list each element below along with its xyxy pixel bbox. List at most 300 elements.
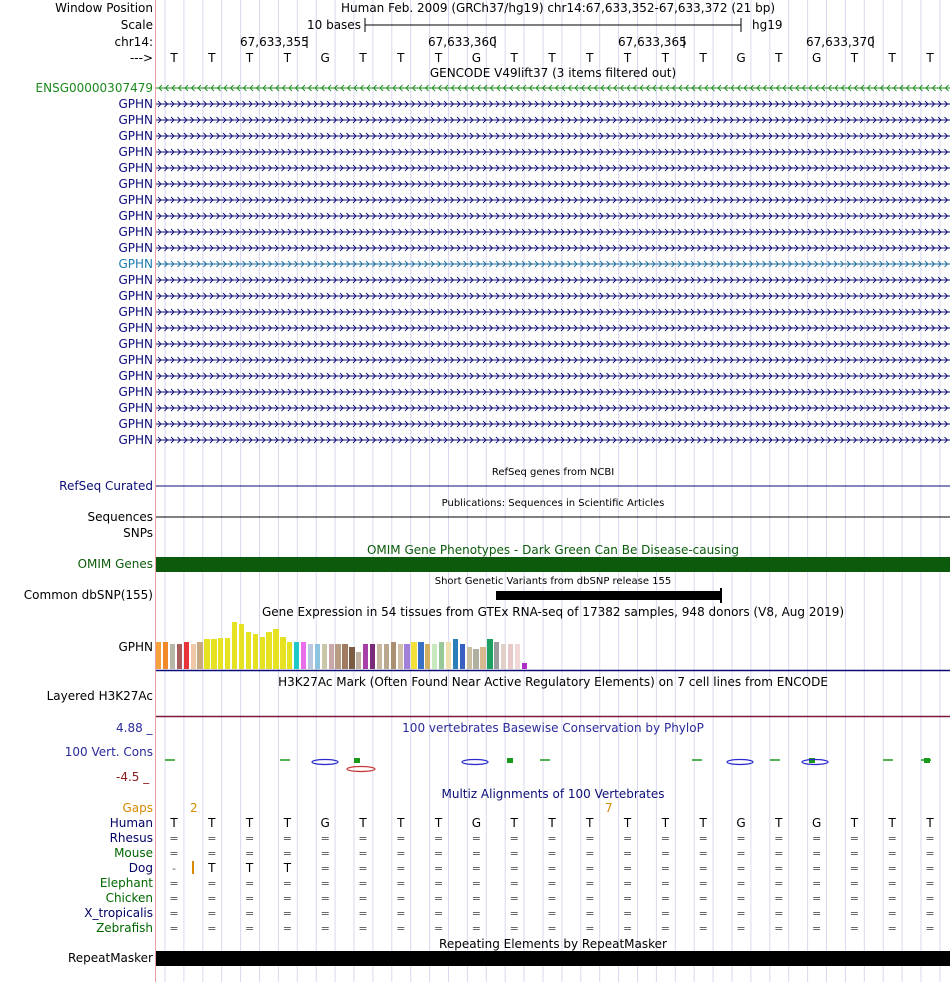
sequence-base: T xyxy=(775,51,783,65)
alignment-match: = xyxy=(471,892,481,905)
alignment-match: = xyxy=(358,862,368,875)
omim-label[interactable]: OMIM Genes xyxy=(77,557,153,571)
alignment-match: = xyxy=(811,832,822,845)
alignment-match: = xyxy=(282,892,292,905)
alignment-match: = xyxy=(433,877,444,890)
alignment-match: = xyxy=(547,862,557,875)
alignment-match: = xyxy=(774,892,784,905)
alignment-match: = xyxy=(547,832,557,845)
aligned-base: T xyxy=(926,816,934,830)
gtex-tissue-bar[interactable] xyxy=(432,644,437,669)
aligned-base: T xyxy=(359,816,367,830)
alignment-match: = xyxy=(169,847,179,860)
gtex-tissue-bar[interactable] xyxy=(322,644,327,669)
aligned-base: G xyxy=(320,816,330,830)
alignment-match: = xyxy=(622,907,633,920)
alignment-match: = xyxy=(509,907,519,920)
aligned-base: T xyxy=(586,816,594,830)
alignment-match: = xyxy=(471,847,481,860)
alignment-match: = xyxy=(471,877,481,890)
gtex-tissue-bar[interactable] xyxy=(453,639,458,669)
gtex-tissue-bar[interactable] xyxy=(508,644,513,669)
gene-label[interactable]: GPHN xyxy=(118,305,153,319)
alignment-match: = xyxy=(622,862,633,875)
alignment-match: = xyxy=(849,862,859,875)
alignment-match: = xyxy=(736,862,746,875)
species-label[interactable]: Elephant xyxy=(99,876,153,890)
species-label[interactable]: Human xyxy=(109,816,153,830)
phylop-logo xyxy=(462,760,488,765)
species-label[interactable]: Zebrafish xyxy=(96,921,153,935)
alignment-match: = xyxy=(244,907,255,920)
gene-label[interactable]: GPHN xyxy=(118,337,153,351)
alignment-match: = xyxy=(244,847,255,860)
gtex-tissue-bar[interactable] xyxy=(349,647,354,670)
repeatmasker-label[interactable]: RepeatMasker xyxy=(67,951,153,965)
gene-label[interactable]: GPHN xyxy=(118,97,153,111)
alignment-match: = xyxy=(169,877,179,890)
alignment-match: = xyxy=(925,922,935,935)
sequence-base: T xyxy=(850,51,859,65)
alignment-match: = xyxy=(169,922,179,935)
alignment-match: = xyxy=(433,832,444,845)
gtex-tissue-bar[interactable] xyxy=(342,644,347,669)
alignment-match: = xyxy=(736,907,746,920)
alignment-match: = xyxy=(547,877,557,890)
chrom-label: chr14: xyxy=(114,35,153,49)
alignment-match: = xyxy=(320,832,330,845)
alignment-match: = xyxy=(774,877,784,890)
alignment-match: = xyxy=(320,907,330,920)
gene-label[interactable]: GPHN xyxy=(118,241,153,255)
alignment-match: = xyxy=(887,907,897,920)
alignment-match: = xyxy=(774,832,784,845)
alignment-match: = xyxy=(585,847,595,860)
phylop-logo xyxy=(347,767,375,772)
alignment-match: = xyxy=(547,907,557,920)
gtex-tissue-bar[interactable] xyxy=(260,637,265,670)
repeatmasker-feature[interactable] xyxy=(156,951,950,966)
aligned-base: T xyxy=(850,816,859,830)
alignment-match: = xyxy=(433,847,444,860)
strand-label: ---> xyxy=(129,51,153,65)
alignment-match: = xyxy=(698,832,708,845)
gene-label[interactable]: GPHN xyxy=(118,113,153,127)
alignment-match: = xyxy=(547,847,557,860)
sequence-base: G xyxy=(471,51,482,65)
alignment-match: = xyxy=(774,847,784,860)
gtex-tissue-bar[interactable] xyxy=(391,642,396,670)
alignment-match: = xyxy=(396,877,406,890)
gtex-tissue-bar[interactable] xyxy=(301,642,306,670)
gtex-tissue-bar[interactable] xyxy=(280,637,285,670)
alignment-match: = xyxy=(396,847,406,860)
gtex-tissue-bar[interactable] xyxy=(239,624,244,669)
alignment-match: = xyxy=(811,922,822,935)
gene-label[interactable]: GPHN xyxy=(118,129,153,143)
h3k27ac-title[interactable]: H3K27Ac Mark (Often Found Near Active Regulatory Elements) on 7 cell lines from ENCODE xyxy=(278,675,828,689)
sequence-base: T xyxy=(359,51,367,65)
gene-label[interactable]: GPHN xyxy=(118,273,153,287)
phylop-mark xyxy=(924,758,930,763)
phylop-title[interactable]: 100 vertebrates Basewise Conservation by PhyloP xyxy=(402,721,704,735)
refseq-title[interactable]: RefSeq genes from NCBI xyxy=(491,467,615,478)
alignment-match: = xyxy=(925,907,935,920)
publications-title[interactable]: Publications: Sequences in Scientific Articles xyxy=(441,498,665,509)
alignment-match: = xyxy=(585,892,595,905)
gtex-tissue-bar[interactable] xyxy=(204,639,209,669)
alignment-match: = xyxy=(509,922,519,935)
alignment-match: = xyxy=(396,832,406,845)
alignment-match: = xyxy=(358,907,368,920)
alignment-match: = xyxy=(244,877,255,890)
aligned-base: G xyxy=(736,816,746,830)
gtex-title[interactable]: Gene Expression in 54 tissues from GTEx RNA-seq of 17382 samples, 948 donors (V8, Aug 2019) xyxy=(261,605,845,619)
scale-label: Scale xyxy=(120,18,153,32)
gene-label[interactable]: GPHN xyxy=(118,321,153,335)
gene-label[interactable]: GPHN xyxy=(118,177,153,191)
alignment-match: = xyxy=(887,922,897,935)
phylop-mark xyxy=(354,758,360,763)
alignment-match: = xyxy=(736,892,746,905)
gap-count: 2 xyxy=(190,801,198,815)
alignment-match: = xyxy=(849,877,859,890)
sequence-base: T xyxy=(661,51,670,65)
sequence-base: G xyxy=(320,51,330,65)
gene-label[interactable]: GPHN xyxy=(118,145,153,159)
omim-title[interactable]: OMIM Gene Phenotypes - Dark Green Can Be Disease-causing xyxy=(366,543,740,557)
alignment-match: = xyxy=(811,877,822,890)
sequence-base: T xyxy=(208,51,216,65)
snps-label[interactable]: SNPs xyxy=(123,526,153,540)
gene-label[interactable]: GPHN xyxy=(118,417,153,431)
gtex-tissue-bar[interactable] xyxy=(177,644,182,669)
alignment-match: = xyxy=(207,907,217,920)
alignment-match: = xyxy=(660,862,670,875)
gtex-tissue-bar[interactable] xyxy=(377,644,382,669)
species-label[interactable]: Chicken xyxy=(105,891,153,905)
alignment-match: = xyxy=(660,892,670,905)
alignment-match: = xyxy=(358,877,368,890)
aligned-base: T xyxy=(699,816,707,830)
gene-label[interactable]: GPHN xyxy=(118,289,153,303)
alignment-match: = xyxy=(660,847,670,860)
gtex-tissue-bar[interactable] xyxy=(184,642,189,670)
gtex-tissue-bar[interactable] xyxy=(156,642,161,670)
alignment-match: = xyxy=(433,862,444,875)
alignment-match: = xyxy=(622,877,633,890)
alignment-match: = xyxy=(207,877,217,890)
gtex-tissue-bar[interactable] xyxy=(363,644,368,669)
gene-label[interactable]: GPHN xyxy=(118,209,153,223)
gtex-tissue-bar[interactable] xyxy=(335,644,340,669)
alignment-match: = xyxy=(849,907,859,920)
omim-feature[interactable] xyxy=(156,557,950,572)
gtex-tissue-bar[interactable] xyxy=(439,642,444,670)
aligned-base: T xyxy=(434,816,443,830)
aligned-base: G xyxy=(471,816,482,830)
sequence-base: T xyxy=(283,51,292,65)
alignment-match: = xyxy=(585,877,595,890)
gtex-tissue-bar[interactable] xyxy=(163,642,168,670)
alignment-match: = xyxy=(622,922,633,935)
sequence-base: T xyxy=(245,51,254,65)
aligned-base: T xyxy=(548,816,556,830)
alignment-match: = xyxy=(282,832,292,845)
alignment-match: = xyxy=(887,862,897,875)
gene-label[interactable]: GPHN xyxy=(118,401,153,415)
alignment-match: = xyxy=(509,892,519,905)
gtex-tissue-bar[interactable] xyxy=(473,649,478,669)
alignment-match: = xyxy=(849,922,859,935)
alignment-match: = xyxy=(396,862,406,875)
alignment-match: = xyxy=(244,922,255,935)
gtex-tissue-bar[interactable] xyxy=(460,644,465,669)
alignment-match: = xyxy=(698,862,708,875)
gtex-tissue-bar[interactable] xyxy=(266,632,271,670)
gtex-tissue-bar[interactable] xyxy=(225,638,230,669)
gtex-tissue-bar[interactable] xyxy=(480,647,485,670)
scale-text: 10 bases xyxy=(307,18,361,32)
coord-label: 67,633,370 xyxy=(806,35,875,49)
alignment-match: = xyxy=(207,922,217,935)
gtex-tissue-bar[interactable] xyxy=(418,642,423,670)
alignment-match: = xyxy=(698,892,708,905)
gene-label[interactable]: GPHN xyxy=(118,369,153,383)
gtex-label[interactable]: GPHN xyxy=(118,640,153,654)
gtex-tissue-bar[interactable] xyxy=(315,644,320,669)
alignment-match: = xyxy=(736,832,746,845)
insertion-marker xyxy=(192,861,194,874)
gtex-tissue-bar[interactable] xyxy=(356,652,361,670)
alignment-match: = xyxy=(585,907,595,920)
alignment-match: = xyxy=(849,832,859,845)
alignment-match: = xyxy=(774,907,784,920)
sequence-base: G xyxy=(811,51,822,65)
alignment-match: = xyxy=(320,847,330,860)
phylop-logo xyxy=(727,760,753,765)
gtex-tissue-bar[interactable] xyxy=(170,644,175,669)
alignment-match: = xyxy=(811,907,822,920)
gene-label[interactable]: GPHN xyxy=(118,161,153,175)
alignment-match: = xyxy=(849,892,859,905)
gene-label[interactable]: GPHN xyxy=(118,257,153,271)
alignment-match: = xyxy=(774,922,784,935)
sequence-base: T xyxy=(926,51,934,65)
alignment-match: = xyxy=(320,892,330,905)
alignment-match: = xyxy=(169,892,179,905)
gtex-tissue-bar[interactable] xyxy=(446,642,451,670)
gtex-tissue-bar[interactable] xyxy=(287,642,292,670)
alignment-match: = xyxy=(660,832,670,845)
gtex-tissue-bar[interactable] xyxy=(501,644,506,669)
alignment-match: = xyxy=(509,877,519,890)
gtex-tissue-bar[interactable] xyxy=(308,644,313,669)
alignment-match: = xyxy=(622,832,633,845)
gtex-tissue-bar[interactable] xyxy=(218,638,223,669)
aligned-base: T xyxy=(888,816,896,830)
gaps-label[interactable]: Gaps xyxy=(122,801,153,815)
alignment-match: = xyxy=(358,922,368,935)
gtex-tissue-bar[interactable] xyxy=(384,644,389,669)
alignment-match: = xyxy=(887,877,897,890)
alignment-match: = xyxy=(698,907,708,920)
aligned-base: T xyxy=(661,816,670,830)
dbsnp-title[interactable]: Short Genetic Variants from dbSNP release 155 xyxy=(434,576,672,587)
coord-label: 67,633,355 xyxy=(240,35,309,49)
alignment-match: = xyxy=(471,922,481,935)
alignment-match: = xyxy=(887,832,897,845)
gtex-tissue-bar[interactable] xyxy=(515,644,520,669)
gtex-tissue-bar[interactable] xyxy=(191,644,196,669)
alignment-match: = xyxy=(736,847,746,860)
alignment-match: = xyxy=(698,922,708,935)
dbsnp-label[interactable]: Common dbSNP(155) xyxy=(23,588,153,602)
alignment-match: = xyxy=(509,832,519,845)
aligned-base: T xyxy=(283,861,292,875)
alignment-match: = xyxy=(660,922,670,935)
gtex-tissue-bar[interactable] xyxy=(329,644,334,669)
gtex-tissue-bar[interactable] xyxy=(253,634,258,669)
gap-count: 7 xyxy=(605,801,613,815)
gencode-title[interactable]: GENCODE V49lift37 (3 items filtered out) xyxy=(429,66,677,80)
alignment-match: = xyxy=(585,832,595,845)
gtex-tissue-bar[interactable] xyxy=(246,632,251,670)
sequence-base: T xyxy=(586,51,594,65)
gtex-tissue-bar[interactable] xyxy=(467,647,472,670)
phylop-max-label: 4.88 _ xyxy=(116,721,153,735)
ensg-label[interactable]: ENSG00000307479 xyxy=(35,81,153,95)
alignment-match: = xyxy=(925,847,935,860)
phylop-min-label: -4.5 _ xyxy=(116,770,150,784)
gtex-tissue-bar[interactable] xyxy=(232,622,237,670)
alignment-match: = xyxy=(547,892,557,905)
alignment-match: = xyxy=(244,892,255,905)
gtex-tissue-bar[interactable] xyxy=(487,639,492,669)
repeatmasker-title[interactable]: Repeating Elements by RepeatMasker xyxy=(439,937,667,951)
gtex-tissue-bar[interactable] xyxy=(273,629,278,669)
alignment-gap: - xyxy=(172,862,176,875)
aligned-base: T xyxy=(245,861,254,875)
sequence-base: T xyxy=(170,51,178,65)
alignment-match: = xyxy=(471,862,481,875)
gtex-tissue-bar[interactable] xyxy=(494,642,499,670)
gtex-tissue-bar[interactable] xyxy=(398,644,403,669)
alignment-match: = xyxy=(925,832,935,845)
sequence-base: T xyxy=(510,51,518,65)
alignment-match: = xyxy=(358,892,368,905)
alignment-match: = xyxy=(433,892,444,905)
refseq-label[interactable]: RefSeq Curated xyxy=(59,479,153,493)
sequence-base: T xyxy=(623,51,632,65)
alignment-match: = xyxy=(736,922,746,935)
gtex-tissue-bar[interactable] xyxy=(522,663,527,669)
alignment-match: = xyxy=(244,832,255,845)
phylop-mark xyxy=(507,758,513,763)
species-label[interactable]: Mouse xyxy=(114,846,153,860)
multiz-title[interactable]: Multiz Alignments of 100 Vertebrates xyxy=(441,787,665,801)
aligned-base: T xyxy=(245,816,254,830)
alignment-match: = xyxy=(207,832,217,845)
alignment-match: = xyxy=(207,847,217,860)
position-text[interactable]: Human Feb. 2009 (GRCh37/hg19) chr14:67,633,352-67,633,372 (21 bp) xyxy=(341,1,776,15)
species-label[interactable]: Rhesus xyxy=(109,831,153,845)
alignment-match: = xyxy=(433,922,444,935)
aligned-base: T xyxy=(170,816,178,830)
sequence-base: T xyxy=(699,51,707,65)
alignment-match: = xyxy=(585,862,595,875)
sequence-base: T xyxy=(434,51,443,65)
alignment-match: = xyxy=(622,847,633,860)
sequence-base: T xyxy=(888,51,896,65)
phylop-mark xyxy=(809,758,815,763)
dbsnp-feature-end xyxy=(720,588,722,603)
alignment-match: = xyxy=(282,922,292,935)
alignment-match: = xyxy=(320,877,330,890)
species-label[interactable]: X_tropicalis xyxy=(84,906,153,920)
alignment-match: = xyxy=(698,877,708,890)
alignment-match: = xyxy=(320,922,330,935)
sequence-base: T xyxy=(397,51,405,65)
alignment-match: = xyxy=(811,892,822,905)
alignment-match: = xyxy=(660,907,670,920)
aligned-base: T xyxy=(510,816,518,830)
sequence-base: T xyxy=(548,51,556,65)
alignment-match: = xyxy=(736,877,746,890)
alignment-match: = xyxy=(358,847,368,860)
gene-label[interactable]: GPHN xyxy=(118,353,153,367)
h3k27ac-label[interactable]: Layered H3K27Ac xyxy=(46,689,153,703)
alignment-match: = xyxy=(282,877,292,890)
gtex-tissue-bar[interactable] xyxy=(425,644,430,669)
gene-label[interactable]: GPHN xyxy=(118,225,153,239)
alignment-match: = xyxy=(774,862,784,875)
alignment-match: = xyxy=(811,847,822,860)
aligned-base: T xyxy=(623,816,632,830)
gtex-tissue-bar[interactable] xyxy=(404,644,409,669)
alignment-match: = xyxy=(358,832,368,845)
alignment-match: = xyxy=(207,892,217,905)
dbsnp-feature[interactable] xyxy=(496,591,722,600)
alignment-match: = xyxy=(433,907,444,920)
assembly-label: hg19 xyxy=(752,18,783,32)
aligned-base: T xyxy=(208,816,216,830)
sequences-label[interactable]: Sequences xyxy=(87,510,153,524)
gene-label[interactable]: GPHN xyxy=(118,193,153,207)
alignment-match: = xyxy=(925,877,935,890)
window-position-label: Window Position xyxy=(55,1,153,15)
gtex-tissue-bar[interactable] xyxy=(211,639,216,669)
alignment-match: = xyxy=(887,892,897,905)
alignment-match: = xyxy=(811,862,822,875)
gtex-tissue-bar[interactable] xyxy=(411,642,416,670)
gtex-tissue-bar[interactable] xyxy=(197,642,202,670)
gene-label[interactable]: GPHN xyxy=(118,433,153,447)
alignment-match: = xyxy=(396,907,406,920)
alignment-match: = xyxy=(698,847,708,860)
species-label[interactable]: Dog xyxy=(128,861,153,875)
alignment-match: = xyxy=(320,862,330,875)
alignment-match: = xyxy=(925,862,935,875)
gene-label[interactable]: GPHN xyxy=(118,385,153,399)
gtex-tissue-bar[interactable] xyxy=(370,644,375,669)
phylop-label[interactable]: 100 Vert. Cons xyxy=(64,745,153,759)
aligned-base: T xyxy=(208,861,216,875)
alignment-match: = xyxy=(169,907,179,920)
alignment-match: = xyxy=(509,847,519,860)
aligned-base: T xyxy=(775,816,783,830)
gtex-tissue-bar[interactable] xyxy=(294,642,299,670)
